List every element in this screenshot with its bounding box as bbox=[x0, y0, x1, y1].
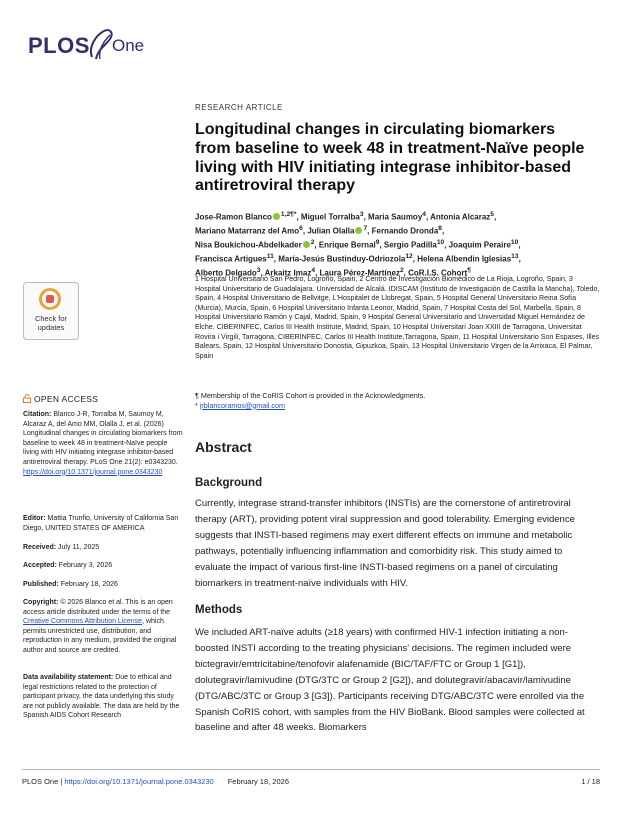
accepted-label: Accepted: bbox=[23, 562, 57, 569]
check-for-updates-badge[interactable] bbox=[23, 282, 79, 340]
author-sep: , bbox=[518, 240, 521, 250]
article-type: RESEARCH ARTICLE bbox=[195, 103, 283, 112]
footer-sep: | bbox=[58, 777, 65, 786]
author-name[interactable]: , Helena Albendin Iglesias bbox=[412, 254, 512, 264]
author-name[interactable]: Francisca Artigues bbox=[195, 254, 267, 264]
published-date: February 18, 2026 bbox=[60, 581, 118, 588]
open-access-label bbox=[23, 394, 98, 404]
author-affil: 1,2¶* bbox=[280, 211, 297, 218]
author-affil: ¶ bbox=[467, 266, 471, 274]
copyright-text-a: © 2026 Blanco et al. This is an open access article distributed under the terms of the bbox=[23, 599, 173, 616]
author-name[interactable]: Mariano Matarranz del Amo bbox=[195, 226, 300, 236]
author-name[interactable]: , Enrique Bernal bbox=[314, 240, 376, 250]
received-date: July 11, 2025 bbox=[58, 544, 100, 551]
citation-text: Blanco J-R, Torralba M, Saumoy M, Alcaraz A, del Amo MM, Olalla J, et al. (2026) Longitudinal changes in circulating biomarkers from baseline to week 48 in treatment-Naïve people living with HIV initiating integrase inhibitor-based antiretroviral therapy. PLoS One 21(2): e0343230. bbox=[23, 411, 183, 466]
author-name[interactable]: , Fernando Dronda bbox=[367, 226, 439, 236]
author-sep: , bbox=[441, 226, 445, 236]
plos-one-logo[interactable] bbox=[28, 27, 188, 63]
author-name[interactable]: Alberto Delgado bbox=[195, 268, 257, 278]
author-affil: 10 bbox=[436, 238, 445, 246]
orcid-icon[interactable] bbox=[355, 227, 362, 234]
background-heading: Background bbox=[195, 477, 263, 489]
open-lock-icon bbox=[23, 394, 31, 403]
citation-doi-link[interactable]: https://doi.org/10.1371/journal.pone.0343230 bbox=[23, 468, 163, 476]
author-affil: 8 bbox=[438, 224, 442, 232]
author-sep: , bbox=[518, 254, 521, 264]
email-note bbox=[195, 401, 600, 411]
author-name[interactable]: , CoR.I.S. Cohort bbox=[403, 268, 468, 278]
received-label: Received: bbox=[23, 544, 57, 551]
published-block bbox=[23, 580, 183, 590]
check-for-updates-icon bbox=[39, 288, 61, 310]
author-affil: 13 bbox=[511, 252, 519, 260]
author-name[interactable]: , María-Jesús Bustinduy-Odriozola bbox=[273, 254, 406, 264]
editor-block bbox=[23, 514, 183, 533]
author-name[interactable]: , Laura Pérez-Martínez bbox=[315, 268, 400, 278]
accepted-block bbox=[23, 561, 183, 571]
footer-doi-link[interactable]: https://doi.org/10.1371/journal.pone.0343230 bbox=[64, 777, 214, 786]
background-paragraph: Currently, integrase strand-transfer inhibitors (INSTIs) are the cornerstone of antiretroviral therapy (ART), providing potent viral suppression and good tolerability. Emerging evidence suggests that INSTI-based regimens may exert different effects on immune and metabolic pathways, potentially influencing inflammation and comorbidity risk. This study aimed to evaluate the impact of various first-line INSTI-based regimens on a panel of circulating biomarkers in treatment-naïve individuals with HIV. bbox=[195, 498, 575, 589]
data-availability-label: Data availability statement: bbox=[23, 674, 114, 681]
editor-text: Mattia Trunfio, University of California San Diego, UNITED STATES OF AMERICA bbox=[23, 515, 179, 532]
data-availability-block bbox=[23, 673, 183, 721]
author-affil: 2 bbox=[399, 266, 404, 274]
author-affil: 4 bbox=[422, 211, 426, 218]
author-name[interactable]: , Miguel Torralba bbox=[296, 212, 360, 222]
orcid-icon[interactable] bbox=[303, 241, 310, 248]
author-affil: 12 bbox=[405, 252, 413, 260]
copyright-text-b: , which permits unrestricted use, distribution, and reproduction in any medium, provided the original author and source are credited. bbox=[23, 618, 177, 654]
published-label: Published: bbox=[23, 581, 59, 588]
citation-label: Citation: bbox=[23, 411, 52, 418]
author-name[interactable]: , Sergio Padilla bbox=[379, 240, 437, 250]
page-number: 1 / 18 bbox=[581, 777, 600, 786]
open-access-text: OPEN ACCESS bbox=[34, 394, 99, 404]
logo-one-text: One bbox=[112, 36, 145, 55]
footer-divider bbox=[22, 769, 600, 770]
author-affil: 3 bbox=[359, 211, 364, 218]
author-name[interactable]: , Julian Olalla bbox=[302, 226, 355, 236]
accepted-date: February 3, 2026 bbox=[58, 562, 113, 569]
author-name[interactable]: , Joaquim Peraire bbox=[444, 240, 511, 250]
author-list bbox=[195, 209, 600, 279]
cc-license-link[interactable]: Creative Commons Attribution License bbox=[23, 618, 143, 626]
author-affil: 5 bbox=[490, 211, 494, 218]
author-name[interactable]: , Maria Saumoy bbox=[363, 212, 423, 222]
author-affil: 2 bbox=[310, 238, 315, 246]
editor-label: Editor: bbox=[23, 515, 46, 522]
author-affil: 10 bbox=[510, 238, 519, 246]
email-mark: * bbox=[195, 400, 198, 410]
received-block bbox=[23, 543, 183, 553]
footer-citation bbox=[22, 777, 289, 786]
affiliations: 1 Hospital Universitario San Pedro, Logroño, Spain, 2 Centro de Investigación Biomédico de La Rioja, Logroño, Spain, 3 Hospital Universitario de Guadalajara. Universidad de Alcalá. IDISCAM (Instituto de Investigación de Castilla la Mancha), Toledo, Spain, 4 Hospital Universitario de Bellvitge, L'Hospitalet de Llobregat, Spain, 5 Hospital General Universitario Reina Sofía (Murcia), Murcia, Spain, 6 Hospital Universitario Infanta Leonor, Madrid, Spain, 7 Hospital Costa del Sol, Marbella, Spain, 8 Hospital Universitario Ramón y Cajal, Madrid, Spain, 9 Hospital General Universitario and Universidad Miguel Hernández de Elche. CIBERINFEC, Carlos III Health Institute, Madrid, Spain, 10 Hospital Universitari Joan XXIII de Tarragona, Universitat Rovira i Virgili, Tarragona, CIBERINFEC, Carlos III Health Institute,Tarragona, Spain, 11 Hospital Universitario Son Espases, Illes Balears, Spain, 12 Hospital Universitario Donostia, Gipuzkoa, Spain, 13 Hospital Universitario Virgen de la Arrixaca, El Palmar, Spain bbox=[195, 275, 600, 360]
methods-heading: Methods bbox=[195, 604, 243, 616]
author-affil: 7 bbox=[363, 224, 368, 232]
author-affil: 6 bbox=[299, 224, 303, 232]
methods-paragraph: We included ART-naïve adults (≥18 years) with confirmed HIV-1 infection initiating a non-boosted INSTI according to the treating physicians' decisions. The regimen included were bictegravir/emtricitabine/tenofovir alafenamide (BIC/TAF/FTC or Group 1 [G1]), dolutegravir/lamivudine (DTG/3TC or Group 2 [G2]), and dolutegravir/abacavir/lamivudine (DTG/ABC/3TC or Group 3 [G3]). Participants receiving DTG/ABC/3TC were enrolled via the Spanish CoRIS cohort, with samples from the HIV BioBank. Blood samples were collected at baseline and after 48 weeks. Biomarkers bbox=[195, 627, 585, 734]
author-affil: 11 bbox=[266, 252, 274, 260]
author-affil: 9 bbox=[375, 238, 380, 246]
author-notes bbox=[195, 391, 600, 410]
citation-block bbox=[23, 410, 183, 477]
copyright-block bbox=[23, 598, 183, 656]
abstract-heading: Abstract bbox=[195, 439, 252, 455]
author-name[interactable]: Nisa Boukichou-Abdelkader bbox=[195, 240, 302, 250]
author-affil: 4 bbox=[311, 266, 316, 274]
author-name[interactable]: , Arkaitz Imaz bbox=[260, 268, 312, 278]
author-name[interactable]: , Antonia Alcaraz bbox=[425, 212, 491, 222]
author-sep: , bbox=[493, 212, 497, 222]
article-title: Longitudinal changes in circulating biomarkers from baseline to week 48 in treatment-Naïve people living with HIV initiating integrase inhibitor-based antiretroviral therapy bbox=[195, 121, 585, 195]
author-affil: 3 bbox=[256, 266, 261, 274]
footer-date: February 18, 2026 bbox=[227, 777, 289, 786]
footer-journal: PLOS One bbox=[22, 777, 59, 786]
check-for-updates-label: Check for updates bbox=[34, 314, 68, 332]
membership-note: ¶ Membership of the CoRIS Cohort is provided in the Acknowledgments. bbox=[195, 391, 426, 400]
corresponding-email-link[interactable]: jrblancoramos@gmail.com bbox=[199, 400, 285, 410]
data-availability-text: Due to ethical and legal restrictions related to the protection of participant privacy, the data underlying this study are not publicly available. The data are held by the Spanish AIDS Cohort Research bbox=[23, 674, 180, 720]
copyright-label: Copyright: bbox=[23, 599, 59, 606]
logo-plos-text: PLOS bbox=[28, 33, 90, 58]
author-name[interactable]: Jose-Ramon Blanco bbox=[195, 212, 272, 222]
orcid-icon[interactable] bbox=[273, 213, 280, 220]
